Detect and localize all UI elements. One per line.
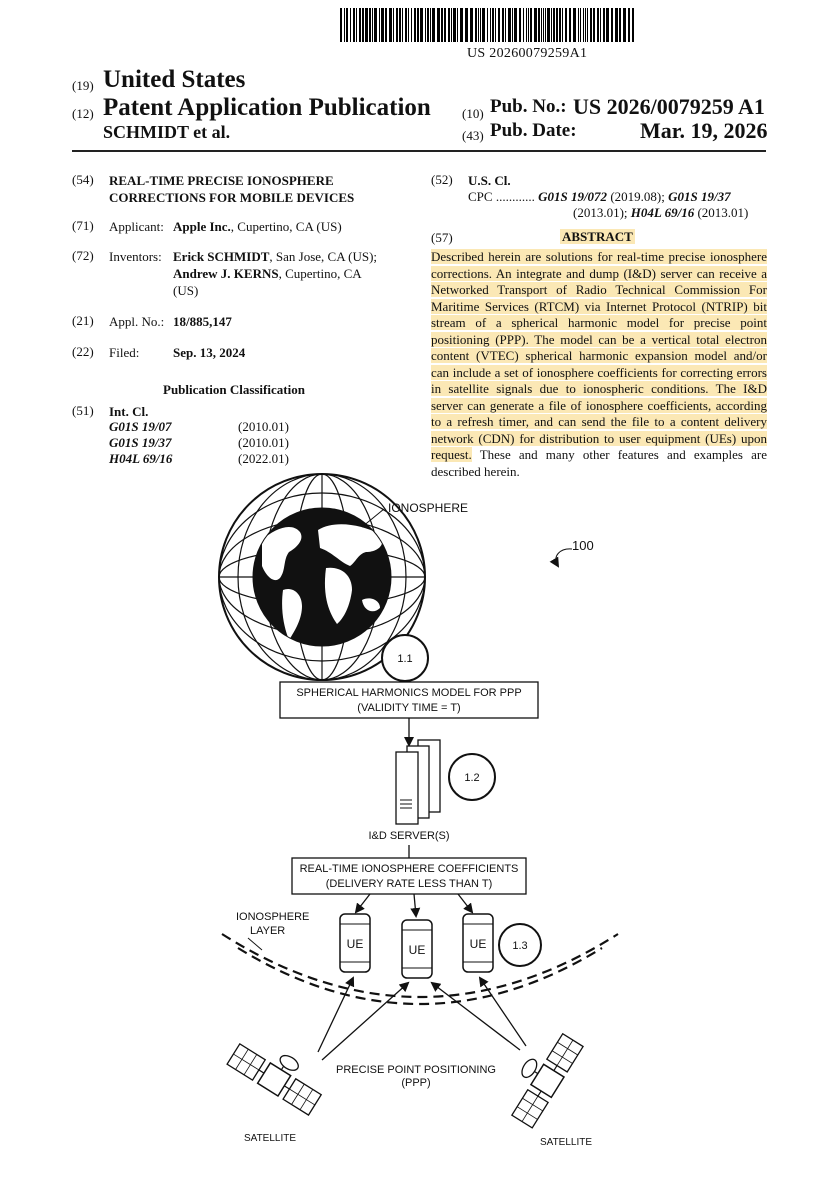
pub-date-label: Pub. Date: [490, 120, 577, 141]
code-71: (71) [72, 218, 94, 233]
applicant-location: , Cupertino, CA (US) [230, 219, 342, 234]
title-line-1: REAL-TIME PRECISE IONOSPHERE [109, 173, 334, 188]
abstract-tail-text: These and many other features and examples are described herein. [431, 447, 767, 479]
inventor-1-name: Erick SCHMIDT [173, 249, 270, 264]
cpc-year-2: (2013.01); [573, 205, 628, 220]
coeff-to-ue-right-arrow [458, 894, 472, 912]
code-12: (12) [72, 106, 94, 121]
figure-100 [0, 470, 824, 1190]
inventor-2-name: Andrew J. KERNS [173, 266, 279, 281]
us-cl-label: U.S. Cl. [468, 173, 511, 188]
coefficients-line-1: REAL-TIME IONOSPHERE COEFFICIENTS [299, 863, 519, 875]
abstract-heading: ABSTRACT [562, 229, 633, 244]
code-21: (21) [72, 313, 94, 328]
pub-no-label: Pub. No.: [490, 96, 567, 117]
pub-no: US 2026/0079259 A1 [573, 94, 765, 119]
cpc-line-2 [573, 204, 748, 221]
applicant [173, 218, 342, 235]
earth-globe-icon [253, 508, 391, 646]
appl-no: 18/885,147 [173, 314, 232, 329]
code-54: (54) [72, 172, 94, 187]
satellite-left-icon [227, 1030, 330, 1115]
cpc-code-2: G01S 19/37 [668, 189, 731, 204]
server-stack-icon [396, 740, 440, 824]
cpc-label: CPC [468, 189, 493, 204]
inventors [173, 248, 377, 299]
ionosphere-layer-label-2: LAYER [250, 925, 286, 937]
country: United States [103, 66, 246, 93]
ue-right-label: UE [469, 937, 487, 951]
coefficients-line-2: (DELIVERY RATE LESS THAN T) [325, 878, 493, 890]
inventor-2-country: (US) [173, 283, 199, 298]
applicant-name: Apple Inc. [173, 219, 231, 234]
filed-date: Sep. 13, 2024 [173, 345, 246, 360]
code-10: (10) [462, 106, 484, 121]
code-57: (57) [431, 230, 453, 245]
code-72: (72) [72, 248, 94, 263]
inventor-2-location: , Cupertino, CA [278, 266, 362, 281]
title-line-2: CORRECTIONS FOR MOBILE DEVICES [109, 190, 355, 205]
code-22: (22) [72, 344, 94, 359]
class-code-3: H04L 69/16 [109, 451, 173, 466]
class-year-1: (2010.01) [238, 419, 289, 434]
ionosphere-layer-leader [248, 938, 262, 950]
signal-arrow-2 [322, 983, 408, 1060]
barcode [340, 8, 640, 42]
ionosphere-layer-label-1: IONOSPHERE [236, 911, 310, 923]
ref-100-pointer [556, 549, 572, 566]
barcode-number: US 20260079259A1 [467, 46, 588, 61]
header-divider [72, 150, 766, 152]
code-19: (19) [72, 78, 94, 93]
publication-classification-heading: Publication Classification [163, 382, 305, 397]
filed-label: Filed: [109, 345, 140, 360]
abstract-highlighted-text: Described herein are solutions for real-time precise ionosphere corrections. An integrate and dump (I&D) server can receive a Networked Transport of Radio Technical Commission For Maritime Services (RTCM) via Internet Protocol (NTRIP) bit stream of a spherical harmonic model for precise point positioning (PPP). The model can be a vertical total electron content (VTEC) spherical harmonic expansion model and/or can include a set of ionosphere coefficients for correcting errors in satellite signals due to ionospheric conditions. The I&D server can generate a file of ionosphere coefficients, according to a refresh timer, and can send the file to a content delivery network (CDN) for distribution to user equipment (UEs) upon request. [431, 249, 767, 462]
pub-date: Mar. 19, 2026 [640, 118, 768, 143]
step-1-3-label: 1.3 [512, 940, 528, 952]
server-label: I&D SERVER(S) [368, 830, 450, 842]
signal-arrow-1 [318, 978, 353, 1052]
satellite-right-icon [498, 1025, 583, 1128]
ref-100: 100 [572, 538, 594, 553]
cpc-code-1: G01S 19/072 [538, 189, 608, 204]
step-1-2-label: 1.2 [464, 772, 480, 784]
abstract-body [431, 249, 767, 480]
cpc-code-3: H04L 69/16 [630, 205, 695, 220]
document-type: Patent Application Publication [103, 94, 431, 121]
invention-title [109, 172, 354, 206]
ue-center-label: UE [408, 943, 426, 957]
code-52: (52) [431, 172, 453, 187]
int-cl-label: Int. Cl. [109, 404, 149, 419]
ppp-line-1: PRECISE POINT POSITIONING [336, 1064, 496, 1076]
coeff-to-ue-left-arrow [356, 894, 370, 912]
ppp-line-2: (PPP) [401, 1077, 431, 1089]
cpc-dots: ............ [495, 189, 535, 204]
model-line-1: SPHERICAL HARMONICS MODEL FOR PPP [296, 687, 522, 699]
model-line-2: (VALIDITY TIME = T) [357, 702, 461, 714]
ionosphere-leader-line [362, 509, 384, 527]
class-year-3: (2022.01) [238, 451, 289, 466]
applicant-label: Applicant: [109, 219, 164, 234]
cpc-year-1: (2019.08); [610, 189, 665, 204]
satellite-right-label: SATELLITE [539, 1137, 593, 1148]
appl-no-label: Appl. No.: [109, 314, 165, 329]
coeff-to-ue-center-arrow [414, 894, 416, 916]
class-code-1: G01S 19/07 [109, 419, 172, 434]
authors: SCHMIDT et al. [103, 122, 231, 142]
step-1-1-label: 1.1 [397, 653, 413, 665]
class-year-2: (2010.01) [238, 435, 289, 450]
satellite-left-label: SATELLITE [243, 1133, 297, 1144]
cpc-line-1 [468, 188, 731, 205]
code-43: (43) [462, 128, 484, 143]
cpc-year-3: (2013.01) [697, 205, 749, 220]
inventor-1-location: , San Jose, CA (US); [269, 249, 378, 264]
ionosphere-label: IONOSPHERE [388, 501, 469, 515]
code-51: (51) [72, 403, 94, 418]
ue-left-label: UE [346, 937, 364, 951]
inventors-label: Inventors: [109, 249, 162, 264]
class-code-2: G01S 19/37 [109, 435, 172, 450]
